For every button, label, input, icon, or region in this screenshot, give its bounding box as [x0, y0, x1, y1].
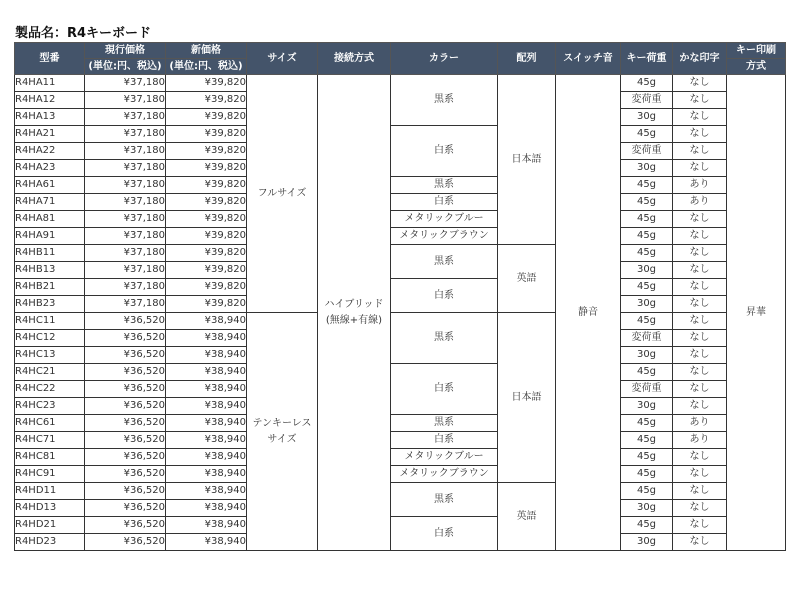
key-load-cell: 45g	[621, 517, 673, 534]
kana-cell: なし	[673, 211, 727, 228]
new-price-cell: ¥39,820	[166, 143, 247, 160]
new-price-cell: ¥39,820	[166, 245, 247, 262]
model-cell: R4HC21	[15, 364, 85, 381]
current-price-cell: ¥37,180	[85, 126, 166, 143]
key-load-cell: 45g	[621, 313, 673, 330]
key-load-cell: 30g	[621, 398, 673, 415]
new-price-cell: ¥39,820	[166, 262, 247, 279]
key-load-cell: 45g	[621, 177, 673, 194]
table-row	[15, 228, 786, 245]
table-row	[15, 449, 786, 466]
kana-cell: なし	[673, 126, 727, 143]
kana-cell: なし	[673, 160, 727, 177]
current-price-cell: ¥37,180	[85, 228, 166, 245]
current-price-cell: ¥36,520	[85, 330, 166, 347]
color-cell: メタリックブルー	[391, 211, 498, 228]
table-row	[15, 466, 786, 483]
model-cell: R4HC23	[15, 398, 85, 415]
kana-cell: なし	[673, 143, 727, 160]
key-load-cell: 45g	[621, 211, 673, 228]
key-load-cell: 45g	[621, 279, 673, 296]
key-load-cell: 30g	[621, 347, 673, 364]
kana-cell: なし	[673, 466, 727, 483]
current-price-cell: ¥36,520	[85, 432, 166, 449]
table-row	[15, 126, 786, 143]
new-price-cell: ¥39,820	[166, 211, 247, 228]
model-cell: R4HD13	[15, 500, 85, 517]
model-cell: R4HC12	[15, 330, 85, 347]
header-size: サイズ	[247, 43, 318, 75]
connection-cell	[318, 75, 391, 551]
header-new-price: 新価格	[166, 43, 247, 59]
kana-cell: なし	[673, 364, 727, 381]
new-price-cell: ¥38,940	[166, 466, 247, 483]
kana-cell: なし	[673, 245, 727, 262]
header-new-price-unit: (単位:円、税込)	[166, 59, 247, 75]
new-price-cell: ¥38,940	[166, 398, 247, 415]
new-price-cell: ¥39,820	[166, 92, 247, 109]
kana-cell: あり	[673, 177, 727, 194]
key-load-cell: 45g	[621, 126, 673, 143]
current-price-cell: ¥36,520	[85, 398, 166, 415]
current-price-cell: ¥37,180	[85, 296, 166, 313]
model-cell: R4HD23	[15, 534, 85, 551]
model-cell: R4HC61	[15, 415, 85, 432]
current-price-cell: ¥36,520	[85, 517, 166, 534]
kana-cell: あり	[673, 415, 727, 432]
key-load-cell: 45g	[621, 364, 673, 381]
key-load-cell: 30g	[621, 109, 673, 126]
table-header	[15, 43, 786, 75]
table-row	[15, 177, 786, 194]
table-row	[15, 483, 786, 500]
current-price-cell: ¥36,520	[85, 415, 166, 432]
model-cell: R4HD21	[15, 517, 85, 534]
current-price-cell: ¥37,180	[85, 194, 166, 211]
connection-line-1: ハイブリッド	[324, 298, 384, 310]
kana-cell: なし	[673, 330, 727, 347]
current-price-cell: ¥37,180	[85, 109, 166, 126]
model-cell: R4HC22	[15, 381, 85, 398]
new-price-cell: ¥38,940	[166, 330, 247, 347]
new-price-cell: ¥38,940	[166, 517, 247, 534]
key-load-cell: 45g	[621, 194, 673, 211]
model-cell: R4HB23	[15, 296, 85, 313]
new-price-cell: ¥39,820	[166, 160, 247, 177]
current-price-cell: ¥36,520	[85, 500, 166, 517]
new-price-cell: ¥39,820	[166, 75, 247, 92]
color-cell: 黒系	[391, 177, 498, 194]
new-price-cell: ¥38,940	[166, 483, 247, 500]
key-load-cell: 45g	[621, 483, 673, 500]
key-load-cell: 30g	[621, 262, 673, 279]
model-cell: R4HB21	[15, 279, 85, 296]
table-row	[15, 517, 786, 534]
color-cell: メタリックブラウン	[391, 228, 498, 245]
header-print-method-2: 方式	[727, 59, 786, 75]
new-price-cell: ¥38,940	[166, 415, 247, 432]
key-load-cell: 変荷重	[621, 92, 673, 109]
current-price-cell: ¥37,180	[85, 75, 166, 92]
color-cell: 白系	[391, 432, 498, 449]
kana-cell: なし	[673, 500, 727, 517]
color-cell: 白系	[391, 279, 498, 313]
model-cell: R4HA71	[15, 194, 85, 211]
size-cell-full: フルサイズ	[247, 75, 318, 313]
kana-cell: なし	[673, 517, 727, 534]
kana-cell: あり	[673, 194, 727, 211]
layout-cell-jp: 日本語	[498, 75, 556, 245]
color-cell: 白系	[391, 364, 498, 415]
new-price-cell: ¥39,820	[166, 279, 247, 296]
current-price-cell: ¥36,520	[85, 313, 166, 330]
key-load-cell: 30g	[621, 500, 673, 517]
header-model: 型番	[15, 43, 85, 75]
new-price-cell: ¥38,940	[166, 534, 247, 551]
new-price-cell: ¥39,820	[166, 228, 247, 245]
new-price-cell: ¥39,820	[166, 194, 247, 211]
kana-cell: なし	[673, 313, 727, 330]
table-row	[15, 313, 786, 330]
model-cell: R4HC81	[15, 449, 85, 466]
kana-cell: なし	[673, 381, 727, 398]
color-cell: 黒系	[391, 415, 498, 432]
table-row	[15, 245, 786, 262]
new-price-cell: ¥39,820	[166, 126, 247, 143]
new-price-cell: ¥39,820	[166, 109, 247, 126]
color-cell: 黒系	[391, 483, 498, 517]
new-price-cell: ¥39,820	[166, 177, 247, 194]
connection-line-2: (無線+有線)	[325, 314, 383, 326]
key-load-cell: 45g	[621, 75, 673, 92]
color-cell: 白系	[391, 126, 498, 177]
size-tkl-line-2: サイズ	[267, 433, 297, 445]
new-price-cell: ¥38,940	[166, 381, 247, 398]
kana-cell: なし	[673, 483, 727, 500]
model-cell: R4HA91	[15, 228, 85, 245]
current-price-cell: ¥37,180	[85, 160, 166, 177]
header-kana: かな印字	[673, 43, 727, 75]
model-cell: R4HC11	[15, 313, 85, 330]
model-cell: R4HC13	[15, 347, 85, 364]
key-load-cell: 変荷重	[621, 330, 673, 347]
key-load-cell: 変荷重	[621, 381, 673, 398]
current-price-cell: ¥36,520	[85, 534, 166, 551]
key-load-cell: 30g	[621, 534, 673, 551]
key-load-cell: 45g	[621, 449, 673, 466]
model-cell: R4HA22	[15, 143, 85, 160]
new-price-cell: ¥39,820	[166, 296, 247, 313]
new-price-cell: ¥38,940	[166, 347, 247, 364]
current-price-cell: ¥37,180	[85, 177, 166, 194]
table-row	[15, 75, 786, 92]
current-price-cell: ¥37,180	[85, 262, 166, 279]
model-cell: R4HA12	[15, 92, 85, 109]
model-cell: R4HA11	[15, 75, 85, 92]
model-cell: R4HA13	[15, 109, 85, 126]
new-price-cell: ¥38,940	[166, 313, 247, 330]
size-cell-tenkeyless	[247, 313, 318, 551]
color-cell: 黒系	[391, 75, 498, 126]
current-price-cell: ¥37,180	[85, 245, 166, 262]
new-price-cell: ¥38,940	[166, 364, 247, 381]
key-load-cell: 45g	[621, 228, 673, 245]
header-connection: 接続方式	[318, 43, 391, 75]
header-print-method: キー印刷	[727, 43, 786, 59]
model-cell: R4HA21	[15, 126, 85, 143]
color-cell: 黒系	[391, 313, 498, 364]
current-price-cell: ¥36,520	[85, 449, 166, 466]
table-row	[15, 432, 786, 449]
color-cell: 白系	[391, 194, 498, 211]
model-cell: R4HC91	[15, 466, 85, 483]
new-price-cell: ¥38,940	[166, 500, 247, 517]
header-key-load: キー荷重	[621, 43, 673, 75]
table-row	[15, 364, 786, 381]
kana-cell: なし	[673, 92, 727, 109]
key-load-cell: 45g	[621, 466, 673, 483]
key-load-cell: 変荷重	[621, 143, 673, 160]
key-load-cell: 30g	[621, 296, 673, 313]
kana-cell: なし	[673, 228, 727, 245]
size-tkl-line-1: テンキーレス	[252, 417, 312, 429]
spec-table	[14, 42, 786, 551]
switch-sound-cell: 静音	[556, 75, 621, 551]
current-price-cell: ¥37,180	[85, 92, 166, 109]
kana-cell: なし	[673, 75, 727, 92]
model-cell: R4HB11	[15, 245, 85, 262]
key-load-cell: 30g	[621, 160, 673, 177]
model-cell: R4HB13	[15, 262, 85, 279]
model-cell: R4HA23	[15, 160, 85, 177]
header-switch-sound: スイッチ音	[556, 43, 621, 75]
layout-cell-jp: 日本語	[498, 313, 556, 483]
model-cell: R4HC71	[15, 432, 85, 449]
color-cell: 黒系	[391, 245, 498, 279]
kana-cell: なし	[673, 398, 727, 415]
current-price-cell: ¥36,520	[85, 381, 166, 398]
current-price-cell: ¥36,520	[85, 466, 166, 483]
current-price-cell: ¥37,180	[85, 279, 166, 296]
kana-cell: なし	[673, 347, 727, 364]
layout-cell-en: 英語	[498, 245, 556, 313]
current-price-cell: ¥37,180	[85, 143, 166, 160]
layout-cell-en: 英語	[498, 483, 556, 551]
current-price-cell: ¥36,520	[85, 483, 166, 500]
kana-cell: なし	[673, 296, 727, 313]
print-method-cell: 昇華	[727, 75, 786, 551]
current-price-cell: ¥37,180	[85, 211, 166, 228]
model-cell: R4HA81	[15, 211, 85, 228]
new-price-cell: ¥38,940	[166, 449, 247, 466]
page-title: 製品名：R4キーボード	[15, 26, 152, 41]
kana-cell: なし	[673, 534, 727, 551]
color-cell: 白系	[391, 517, 498, 551]
header-color: カラー	[391, 43, 498, 75]
table-row	[15, 194, 786, 211]
model-cell: R4HD11	[15, 483, 85, 500]
kana-cell: なし	[673, 262, 727, 279]
key-load-cell: 45g	[621, 415, 673, 432]
header-layout: 配列	[498, 43, 556, 75]
table-row	[15, 211, 786, 228]
kana-cell: なし	[673, 279, 727, 296]
header-current-price: 現行価格	[85, 43, 166, 59]
new-price-cell: ¥38,940	[166, 432, 247, 449]
current-price-cell: ¥36,520	[85, 364, 166, 381]
color-cell: メタリックブルー	[391, 449, 498, 466]
key-load-cell: 45g	[621, 245, 673, 262]
kana-cell: あり	[673, 432, 727, 449]
header-current-price-unit: (単位:円、税込)	[85, 59, 166, 75]
table-row	[15, 279, 786, 296]
color-cell: メタリックブラウン	[391, 466, 498, 483]
current-price-cell: ¥36,520	[85, 347, 166, 364]
kana-cell: なし	[673, 109, 727, 126]
kana-cell: なし	[673, 449, 727, 466]
model-cell: R4HA61	[15, 177, 85, 194]
table-row	[15, 415, 786, 432]
key-load-cell: 45g	[621, 432, 673, 449]
